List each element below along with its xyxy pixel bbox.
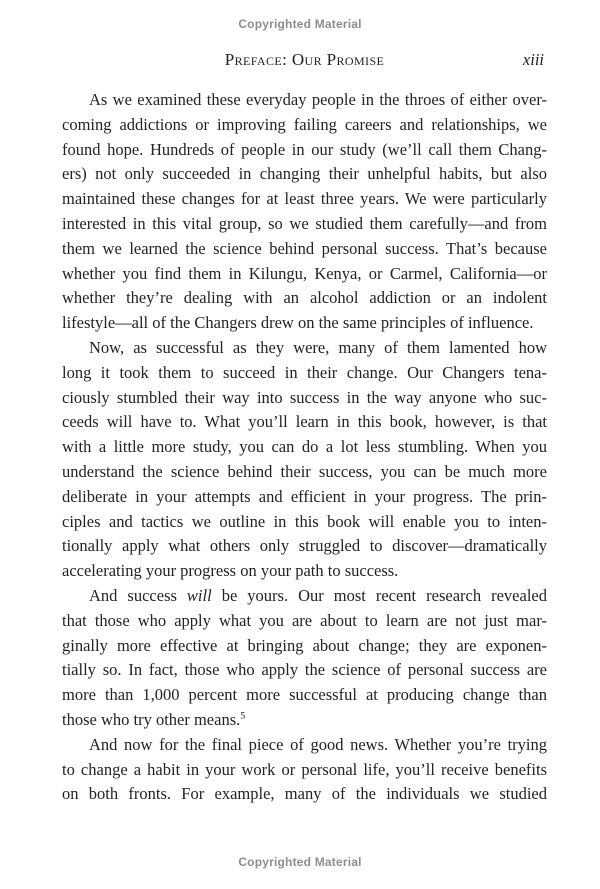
text-line: lifestyle—all of the Changers drew on the same principles of influence. [62,313,534,333]
text-line: ers) not only succeeded in changing their unhelpful habits, but also [62,164,547,184]
text-line: them we learned the science behind personal success. That’s because [62,238,547,258]
text-line: found hope. Hundreds of people in our study (we’ll call them Chang- [62,139,547,159]
text-line: whether they’re dealing with an alcohol addiction or an indolent [62,288,547,308]
text-line: long it took them to succeed in their change. Our Changers tena- [62,362,547,382]
text-line: accelerating your progress on your path to success. [62,561,399,581]
text-line: understand the science behind their success, you can be much more [62,461,547,481]
body-text [62,88,547,807]
text-line: And now for the final piece of good news. Whether you’re trying [89,734,547,754]
text-line: on both fronts. For example, many of the individuals we studied [62,784,547,804]
text-line: ginally more effective at bringing about change; they are exponen- [62,635,547,655]
text-line: whether you find them in Kilungu, Kenya, or Carmel, California—or [62,263,547,283]
text-line: coming addictions or improving failing careers and relationships, we [62,114,547,134]
page-header [62,50,547,70]
text-line: more than 1,000 percent more successful at producing change than [62,685,547,705]
text-line: tially so. In fact, those who apply the science of personal success are [62,660,547,680]
running-title: Preface: Our Promise [224,50,385,69]
text-line: ciously stumbled their way into success in the way anyone who suc- [62,387,547,407]
text-line: maintained these changes for at least three years. We were particularly [62,189,547,209]
copyright-notice-bottom: Copyrighted Material [238,855,362,869]
text-line: As we examined these everyday people in the throes of either over- [89,90,547,109]
text-line: deliberate in your attempts and efficient in your progress. The prin- [62,486,547,506]
text-line: that those who apply what you are about to learn are not just mar- [62,610,547,630]
text-line: with a little more study, you can do a lot less stumbling. When you [62,437,547,457]
text-line: interested in this vital group, so we studied them carefully—and from [62,213,547,233]
text-line: to change a habit in your work or personal life, you’ll receive benefits [62,759,547,779]
text-line: tionally apply what others only struggled to discover—dramatically [62,536,547,556]
text-line: ciples and tactics we outline in this book will enable you to inten- [62,511,547,531]
text-line: ceeds will have to. What you’ll learn in this book, however, is that [62,412,547,432]
page-number: xiii [522,50,544,69]
text-line: Now, as successful as they were, many of them lamented how [89,337,547,357]
text-line: And success will be yours. Our most recent research revealed [89,585,547,605]
text-line: those who try other means.$^5$ [62,709,246,729]
copyright-notice-top: Copyrighted Material [238,17,362,31]
